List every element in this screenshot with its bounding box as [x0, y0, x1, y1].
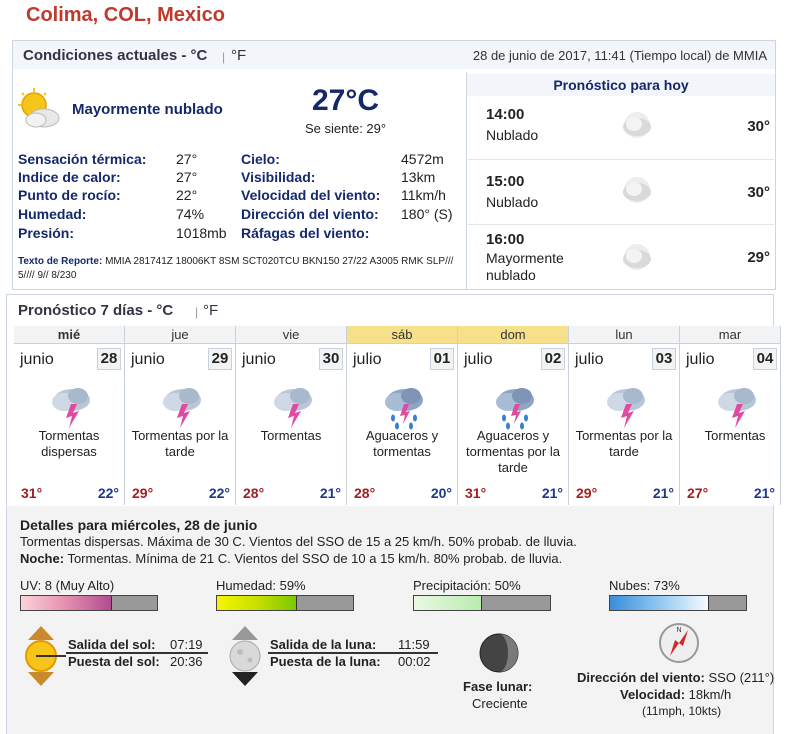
wind-direction	[577, 670, 774, 685]
day-condition: Aguaceros y tormentas por la tarde	[466, 428, 560, 475]
details-title: Detalles para miércoles, 28 de junio	[20, 517, 258, 533]
day-low: 20°	[430, 485, 452, 501]
day-high: 28°	[243, 485, 265, 501]
metar-label: Texto de Reporte:	[18, 256, 103, 267]
value-presion: 1018mb	[176, 225, 227, 241]
day-number: 02	[541, 348, 565, 370]
moon-divider	[268, 652, 438, 654]
sunrise-time: 07:19	[170, 637, 203, 652]
details-day-text: Tormentas dispersas. Máxima de 30 C. Vientos del SSO de 15 a 25 km/h. 50% probab. de lluvia.	[20, 534, 577, 549]
value-sensacion: 27°	[176, 151, 198, 167]
label-presion: Presión:	[18, 225, 75, 241]
moonset-time: 00:02	[398, 654, 431, 669]
day-column-mié[interactable]	[14, 326, 125, 505]
cloudy-icon	[620, 173, 654, 207]
day-column-vie[interactable]	[236, 326, 347, 505]
value-humedad: 74%	[176, 206, 205, 222]
day-condition: Tormentas	[260, 428, 322, 443]
current-header-label: Condiciones actuales - °C	[23, 47, 208, 64]
value-velocidad-viento: 11km/h	[401, 187, 446, 203]
label-velocidad-viento: Velocidad del viento:	[241, 187, 381, 203]
uv-bar-fill	[21, 596, 112, 610]
value-indice-calor: 27°	[176, 169, 198, 185]
metar-report	[18, 255, 463, 283]
hour-condition: Nublado	[486, 127, 539, 143]
day-number: 04	[753, 348, 777, 370]
moonrise-time: 11:59	[398, 637, 430, 652]
metar-text: MMIA 281741Z 18006KT 8SM SCT020TCU BKN150 27/22 A3005 RMK SLP/// 5//// 9// 8/230	[18, 256, 454, 281]
precip-bar-fill	[414, 596, 482, 610]
details-night	[20, 551, 562, 566]
moonrise-moonset-icon	[220, 624, 270, 688]
day-name: sáb	[347, 326, 457, 344]
value-punto-rocio: 22°	[176, 187, 198, 203]
day-number: 03	[652, 348, 676, 370]
humidity-bar	[216, 595, 354, 611]
hour-condition: Mayormente nublado	[486, 250, 564, 283]
moon-phase-icon	[478, 632, 520, 674]
precip-label: Precipitación: 50%	[413, 578, 521, 593]
cloudy-icon	[620, 108, 654, 142]
unit-separator: |	[222, 50, 226, 64]
hour-temp: 29°	[747, 249, 770, 266]
label-rafagas: Ráfagas del viento:	[241, 225, 370, 241]
day-month: junio	[131, 351, 165, 368]
label-humedad: Humedad:	[18, 206, 87, 222]
label-direccion-viento: Dirección del viento:	[241, 206, 379, 222]
label-cielo: Cielo:	[241, 151, 280, 167]
wind-compass-icon	[658, 622, 700, 664]
wind-direction-label: Dirección del viento:	[577, 670, 705, 685]
cloudy-icon	[620, 240, 654, 274]
sunrise-sunset-icon	[16, 624, 66, 688]
current-condition-text: Mayormente nublado	[72, 101, 223, 118]
day-low: 22°	[97, 485, 119, 501]
value-direccion-viento: 180° (S)	[401, 206, 453, 222]
day-high: 29°	[576, 485, 598, 501]
day-month: julio	[575, 351, 604, 368]
day-number: 29	[208, 348, 232, 370]
day-condition: Tormentas por la tarde	[131, 428, 229, 459]
day-column-jue[interactable]	[125, 326, 236, 505]
partly-cloudy-icon	[16, 88, 62, 130]
uv-bar	[20, 595, 158, 611]
day-month: junio	[20, 351, 54, 368]
day-name: dom	[458, 326, 568, 344]
thunderstorm-icon	[597, 378, 655, 430]
clouds-label: Nubes: 73%	[609, 578, 680, 593]
moon-phase-label: Fase lunar:	[463, 679, 533, 694]
day-condition: Tormentas dispersas	[38, 428, 100, 459]
label-sensacion: Sensación térmica:	[18, 151, 147, 167]
day-low: 21°	[319, 485, 341, 501]
humidity-bar-fill	[217, 596, 297, 610]
day-condition: Aguaceros y tormentas	[365, 428, 439, 459]
label-visibilidad: Visibilidad:	[241, 169, 316, 185]
seven-day-header	[7, 295, 773, 325]
wind-direction-value: SSO (211°)	[708, 670, 775, 685]
thunderstorm-icon	[153, 378, 211, 430]
clouds-bar-fill	[610, 596, 709, 610]
seven-day-header-label: Pronóstico 7 días - °C	[18, 302, 174, 319]
day-name: mié	[14, 326, 124, 344]
sunrise-label: Salida del sol:	[68, 637, 156, 652]
hour-temp: 30°	[747, 118, 770, 135]
hour-time: 15:00	[486, 173, 525, 190]
hour-condition: Nublado	[486, 194, 539, 210]
day-column-sáb[interactable]	[347, 326, 458, 505]
unit-separator: |	[195, 305, 199, 319]
page-title: Colima, COL, Mexico	[26, 4, 225, 26]
sun-divider	[66, 652, 208, 654]
rain-thunder-icon	[486, 378, 544, 430]
hour-time: 14:00	[486, 106, 525, 123]
hourly-row	[468, 163, 774, 225]
humidity-label: Humedad: 59%	[216, 578, 306, 593]
hourly-row	[468, 98, 774, 160]
label-punto-rocio: Punto de rocío:	[18, 187, 121, 203]
observation-time: 28 de junio de 2017, 11:41 (Tiempo local) de MMIA	[472, 48, 767, 63]
day-number: 01	[430, 348, 454, 370]
day-month: junio	[242, 351, 276, 368]
hourly-row	[468, 226, 774, 288]
night-label: Noche:	[20, 551, 65, 566]
day-high: 27°	[687, 485, 709, 501]
day-number: 28	[97, 348, 121, 370]
wind-speed-alt: (11mph, 10kts)	[642, 704, 722, 718]
day-month: julio	[353, 351, 382, 368]
wind-speed-label: Velocidad:	[620, 687, 686, 702]
wind-speed	[620, 687, 731, 702]
precip-bar	[413, 595, 551, 611]
unit-f-toggle[interactable]: °F	[203, 302, 219, 319]
day-month: julio	[464, 351, 493, 368]
day-low: 21°	[541, 485, 563, 501]
day-column-mar[interactable]	[680, 326, 781, 505]
hour-temp: 30°	[747, 184, 770, 201]
day-month: julio	[686, 351, 715, 368]
day-condition: Tormentas	[704, 428, 766, 443]
value-visibilidad: 13km	[401, 169, 436, 185]
moonset-label: Puesta de la luna:	[270, 654, 381, 669]
day-number: 30	[319, 348, 343, 370]
day-condition: Tormentas por la tarde	[575, 428, 673, 459]
wind-speed-value: 18km/h	[688, 687, 732, 702]
day-high: 29°	[132, 485, 154, 501]
label-indice-calor: Indice de calor:	[18, 169, 121, 185]
day-low: 21°	[652, 485, 674, 501]
current-temperature: 27°C	[312, 84, 380, 117]
feels-like: Se siente: 29°	[305, 121, 387, 136]
day-low: 21°	[753, 485, 775, 501]
day-high: 28°	[354, 485, 376, 501]
sunset-label: Puesta del sol:	[68, 654, 160, 669]
day-column-dom[interactable]	[458, 326, 569, 505]
today-forecast-header: Pronóstico para hoy	[467, 74, 775, 96]
day-name: vie	[236, 326, 346, 344]
day-name: lun	[569, 326, 679, 344]
day-high: 31°	[21, 485, 43, 501]
thunderstorm-icon	[42, 378, 100, 430]
current-conditions-header	[13, 41, 775, 69]
uv-label: UV: 8 (Muy Alto)	[20, 578, 115, 593]
clouds-bar	[609, 595, 747, 611]
day-low: 22°	[208, 485, 230, 501]
thunderstorm-icon	[708, 378, 766, 430]
svg-text:N: N	[676, 627, 682, 634]
moon-phase-value: Creciente	[472, 696, 528, 711]
night-text: Tormentas. Mínima de 21 C. Vientos del SSO de 10 a 15 km/h. 80% probab. de lluvia.	[67, 551, 563, 566]
day-column-lun[interactable]	[569, 326, 680, 505]
value-cielo: 4572m	[401, 151, 444, 167]
hour-time: 16:00	[486, 231, 525, 248]
day-high: 31°	[465, 485, 487, 501]
thunderstorm-icon	[264, 378, 322, 430]
day-name: jue	[125, 326, 235, 344]
day-name: mar	[680, 326, 780, 344]
unit-f-toggle[interactable]: °F	[231, 47, 247, 64]
rain-thunder-icon	[375, 378, 433, 430]
moonrise-label: Salida de la luna:	[270, 637, 377, 652]
sunset-time: 20:36	[170, 654, 203, 669]
